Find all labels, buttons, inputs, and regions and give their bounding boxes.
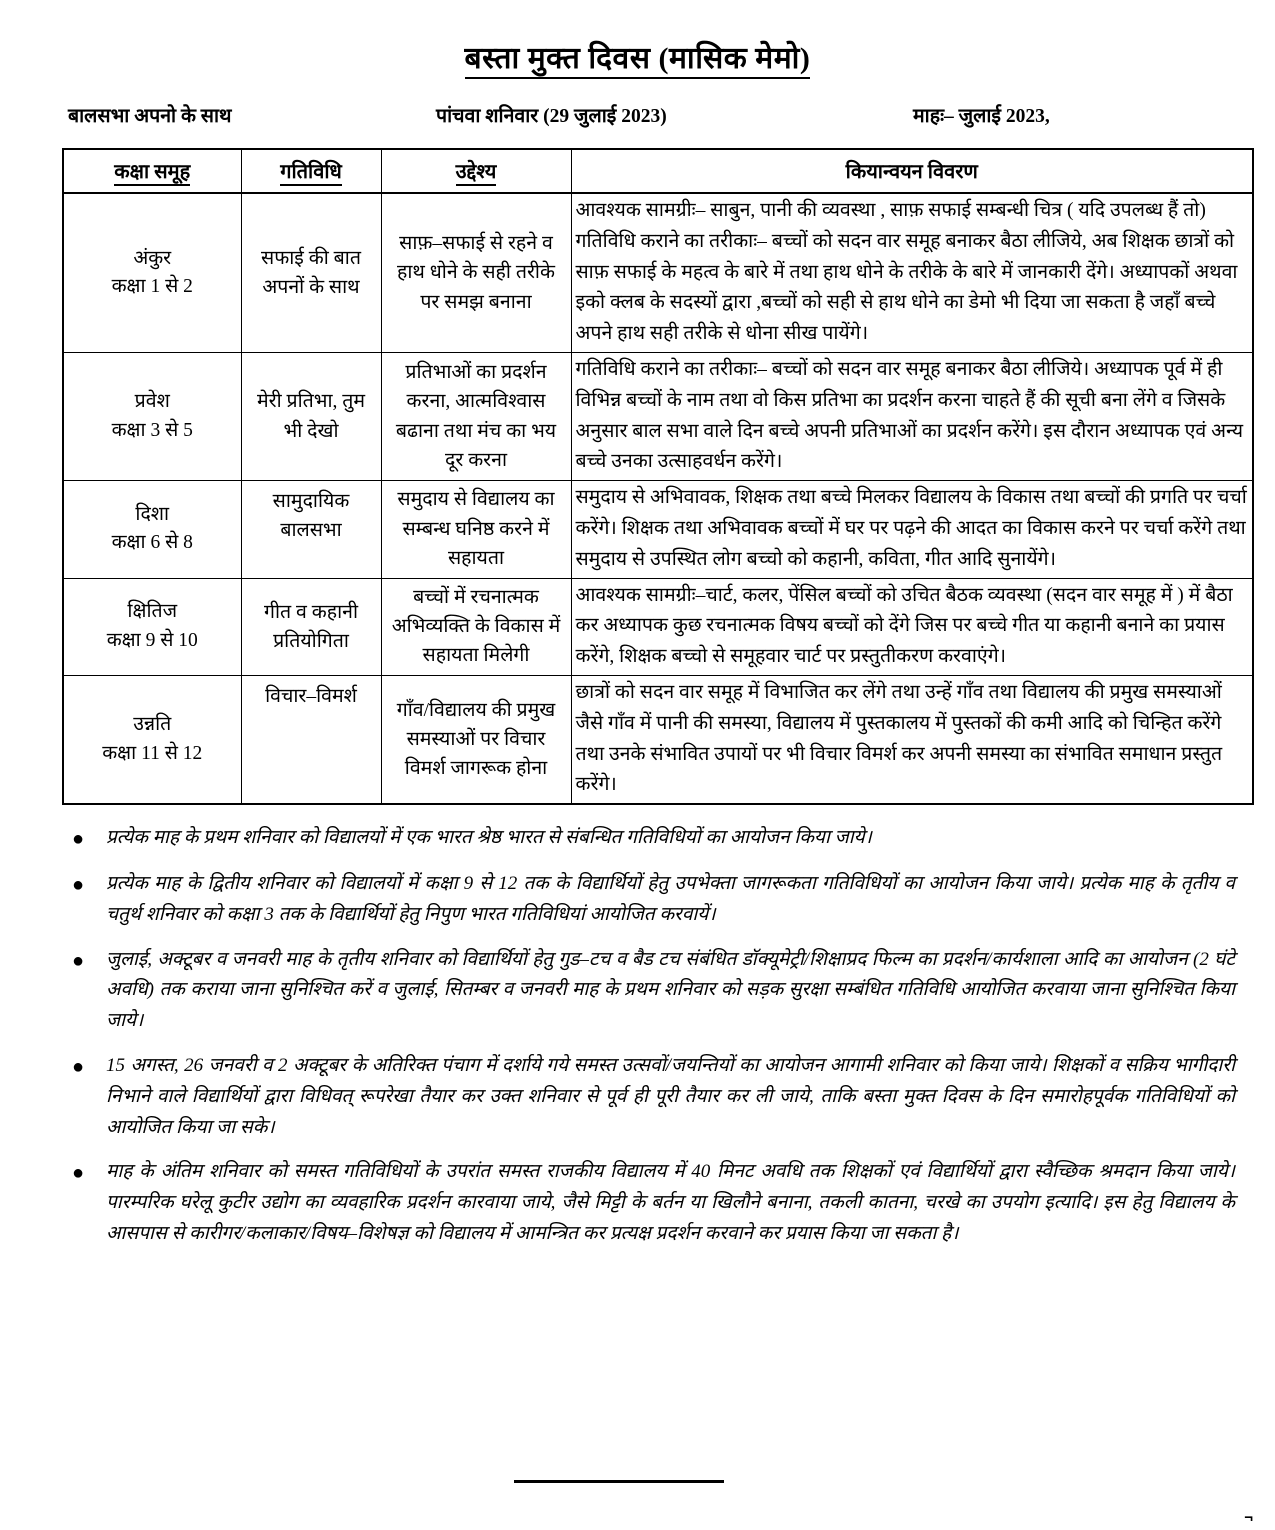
group-class: कक्षा 9 से 10 — [106, 629, 198, 651]
cell-class-group — [63, 578, 241, 675]
note-text: 15 अगस्त, 26 जनवरी व 2 अक्टूबर के अतिरिक्त पंचाग में दर्शाये गये समस्त उत्सवों/जयन्तियों का आयोजन आगामी शनिवार को किया जाये। शिक्षकों व सक्रिय भागीदारी निभाने वाले विद्यार्थियों द्वारा विधिवत् रूपरेखा तैयार कर उक्त शनिवार से पूर्व ही पूरी तैयार कर ली जाये, ताकि बस्ता मुक्त दिवस के दिन समारोहपूर्वक गतिविधियों को आयोजित किया जा सके। — [106, 1054, 1235, 1138]
group-name: प्रवेश — [134, 391, 170, 413]
activity-table — [62, 148, 1254, 805]
list-item — [72, 869, 1249, 931]
table-header-row — [63, 149, 1253, 193]
list-item — [72, 823, 1249, 855]
cell-class-group — [63, 352, 241, 480]
group-name: क्षितिज — [127, 601, 178, 623]
activity-table-body — [63, 193, 1253, 804]
note-text: माह के अंतिम शनिवार को समस्त गतिविधियों के उपरांत समस्त राजकीय विद्यालय में 40 मिनट अवधि तक शिक्षकों एवं विद्यार्थियों द्वारा स्वैच्छिक श्रमदान किया जाये। पारम्परिक घरेलू कुटीर उद्योग का व्यवहारिक प्रदर्शन कारवाया जाये, जैसे मिट्टी के बर्तन या खिलौने बनाना, तकली कातना, चरखे का उपयोग इत्यादि। इस हेतु विद्यालय के आसपास से कारीगर/कलाकार/विषय–विशेषज्ञ को विद्यालय में आमन्त्रित कर प्रत्यक्ष प्रदर्शन करवाने कर प्रयास किया जा सकता है। — [106, 1161, 1235, 1244]
notes-list — [0, 813, 1275, 1249]
column-header-class-group: कक्षा समूह — [63, 149, 241, 193]
group-class: कक्षा 1 से 2 — [111, 275, 193, 297]
memo-table-container — [0, 148, 1275, 805]
cell-class-group — [63, 675, 241, 804]
cell-activity: सामुदायिक बालसभा — [241, 481, 381, 578]
cell-activity: मेरी प्रतिभा, तुम भी देखो — [241, 352, 381, 480]
cell-activity: विचार–विमर्श — [241, 675, 381, 804]
table-row — [63, 578, 1253, 675]
table-row — [63, 352, 1253, 480]
page-corner-mark: ¬ — [1244, 1509, 1253, 1526]
cell-activity: सफाई की बात अपनों के साथ — [241, 193, 381, 352]
cell-objective: प्रतिभाओं का प्रदर्शन करना, आत्मविश्वास बढाना तथा मंच का भय दूर करना — [381, 352, 571, 480]
cell-objective: समुदाय से विद्यालय का सम्बन्ध घनिष्ठ करने में सहायता — [381, 481, 571, 578]
table-row — [63, 481, 1253, 578]
group-class: कक्षा 11 से 12 — [102, 742, 203, 764]
bullet-icon: ● — [72, 949, 85, 972]
group-name: अंकुर — [133, 247, 172, 269]
bullet-icon: ● — [72, 1055, 85, 1078]
bullet-icon: ● — [72, 874, 85, 897]
page-title-text: बस्ता मुक्त दिवस (मासिक मेमो) — [465, 42, 811, 79]
cell-implementation: आवश्यक सामग्रीः–चार्ट, कलर, पेंसिल बच्चों को उचित बैठक व्यवस्था (सदन वार समूह में ) में बैठा कर अध्यापक कुछ रचनात्मक विषय बच्चों को देंगे जिस पर बच्चे गीत या कहानी बनाने का प्रयास करेंगे, शिक्षक बच्चो से समूहवार चार्ट पर प्रस्तुतीकरण करवाएंगे। — [571, 578, 1253, 675]
subheader — [0, 101, 1275, 128]
cell-implementation: छात्रों को सदन वार समूह में विभाजित कर लेंगे तथा उन्हें गाँव तथा विद्यालय की प्रमुख समस्याओं जैसे गाँव में पानी की समस्या, विद्यालय में पुस्तकालय में पुस्तकों की कमी आदि को चिन्हित करेंगे तथा उनके संभावित उपायों पर भी विचार विमर्श कर अपनी समस्या का संभावित समाधान प्रस्तुत करेंगे। — [571, 675, 1253, 804]
subheader-date: पांचवा शनिवार (29 जुलाई 2023) — [436, 106, 667, 127]
cell-objective: बच्चों में रचनात्मक अभिव्यक्ति के विकास में सहायता मिलेगी — [381, 578, 571, 675]
subheader-theme: बालसभा अपनो के साथ — [68, 106, 232, 127]
cell-class-group — [63, 193, 241, 352]
cell-objective: साफ़–सफाई से रहने व हाथ धोने के सही तरीके पर समझ बनाना — [381, 193, 571, 352]
column-header-implementation: कियान्वयन विवरण — [571, 149, 1253, 193]
group-name: दिशा — [135, 504, 170, 526]
cell-implementation: आवश्यक सामग्रीः– साबुन, पानी की व्यवस्था , साफ़ सफाई सम्बन्धी चित्र ( यदि उपलब्ध हैं तो) गतिविधि कराने का तरीकाः– बच्चों को सदन वार समूह बनाकर बैठा लीजिये, अब शिक्षक छात्रों को साफ़ सफाई के महत्व के बारे में तथा हाथ धोने के तरीके के बारे में जानकारी देंगे। अध्यापकों अथवा इको क्लब के सदस्यों द्वारा ,बच्चों को सही से हाथ धोने का डेमो भी दिया जा सकता है जहाँ बच्चे अपने हाथ सही तरीके से धोना सीख पायेंगे। — [571, 193, 1253, 352]
note-text: जुलाई, अक्टूबर व जनवरी माह के तृतीय शनिवार को विद्यार्थियों हेतु गुड–टच व बैड टच संबंधित डॉक्यूमेट्री/शिक्षाप्रद फिल्म का प्रदर्शन/कार्यशाला आदि का आयोजन (2 घंटे अवधि) तक कराया जाना सुनिश्चित करें व जुलाई, सितम्बर व जनवरी माह के प्रथम शनिवार को सड़क सुरक्षा सम्बंधित गतिविधि आयोजित करवाया जाना सुनिश्चित किया जाये। — [106, 948, 1235, 1032]
group-class: कक्षा 3 से 5 — [111, 419, 193, 441]
list-item — [72, 945, 1249, 1037]
footer-rule-line — [514, 1480, 724, 1483]
footer-divider — [0, 1470, 1275, 1488]
page-title — [0, 0, 1275, 75]
cell-activity: गीत व कहानी प्रतियोगिता — [241, 578, 381, 675]
list-item — [72, 1051, 1249, 1143]
table-row — [63, 193, 1253, 352]
list-item — [72, 1157, 1249, 1249]
column-header-objective: उद्देश्य — [381, 149, 571, 193]
column-header-activity: गतिविधि — [241, 149, 381, 193]
note-text: प्रत्येक माह के द्वितीय शनिवार को विद्यालयों में कक्षा 9 से 12 तक के विद्यार्थियों हेतु उपभेक्ता जागरूकता गतिविधियों का आयोजन किया जाये। प्रत्येक माह के तृतीय व चतुर्थ शनिवार को कक्षा 3 तक के विद्यार्थियों हेतु निपुण भारत गतिविधियां आयोजित करवायें। — [106, 873, 1235, 925]
group-class: कक्षा 6 से 8 — [111, 532, 193, 554]
bullet-icon: ● — [72, 1162, 85, 1185]
group-name: उन्नति — [133, 714, 172, 736]
cell-implementation: गतिविधि कराने का तरीकाः– बच्चों को सदन वार समूह बनाकर बैठा लीजिये। अध्यापक पूर्व में ही विभिन्न बच्चों के नाम तथा वो किस प्रतिभा का प्रदर्शन करना चाहते हैं की सूची बना लेंगे व जिसके अनुसार बाल सभा वाले दिन बच्चे अपनी प्रतिभाओं का प्रदर्शन करेंगे। इस दौरान अध्यापक एवं अन्य बच्चे उनका उत्साहवर्धन करेंगे। — [571, 352, 1253, 480]
table-row — [63, 675, 1253, 804]
cell-implementation: समुदाय से अभिवावक, शिक्षक तथा बच्चे मिलकर विद्यालय के विकास तथा बच्चों की प्रगति पर चर्चा करेंगे। शिक्षक तथा अभिवावक बच्चों में घर पर पढ़ने की आदत का विकास करने पर चर्चा करेंगे तथा समुदाय से उपस्थित लोग बच्चो को कहानी, कविता, गीत आदि सुनायेंगे। — [571, 481, 1253, 578]
note-text: प्रत्येक माह के प्रथम शनिवार को विद्यालयों में एक भारत श्रेष्ठ भारत से संबन्धित गतिविधियों का आयोजन किया जाये। — [106, 827, 872, 849]
bullet-icon: ● — [72, 828, 85, 851]
cell-class-group — [63, 481, 241, 578]
cell-objective: गाँव/विद्यालय की प्रमुख समस्याओं पर विचार विमर्श जागरूक होना — [381, 675, 571, 804]
subheader-month: माहः– जुलाई 2023, — [913, 106, 1050, 127]
